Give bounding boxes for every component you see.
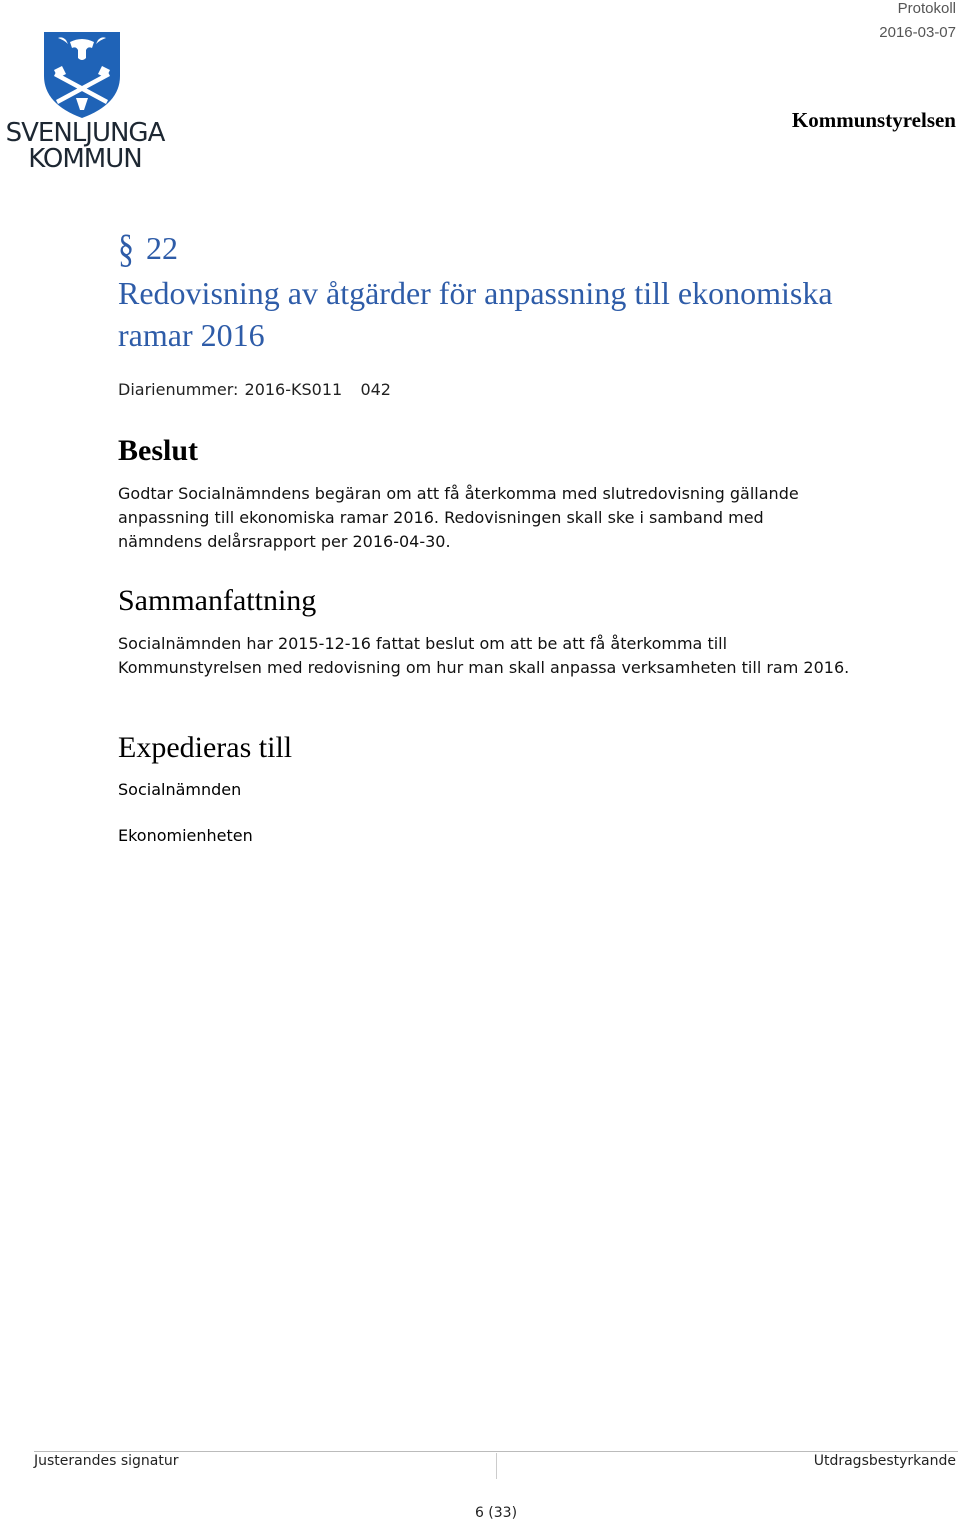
logo-text-line2: KOMMUN: [28, 144, 142, 174]
document-date: 2016-03-07: [879, 24, 956, 41]
justerandes-signatur-label: Justerandes signatur: [34, 1453, 179, 1469]
footer-vertical-divider: [496, 1453, 497, 1479]
logo-text-line1: SVENLJUNGA: [5, 118, 165, 148]
heading-expedieras: Expedieras till: [118, 731, 293, 764]
recipient-item: Socialnämnden: [118, 780, 242, 799]
section-sign-icon: §: [118, 225, 134, 271]
paragraph-number-value: 22: [146, 230, 178, 266]
sammanfattning-text: Socialnämnden har 2015-12-16 fattat beslut om att be att få återkomma till Kommunstyrelsen med redovisning om hur man skall anpassa verksamheten till ram 2016.: [118, 634, 850, 677]
footer-divider-line: [34, 1451, 958, 1452]
heading-sammanfattning: Sammanfattning: [118, 584, 317, 617]
paragraph-number: [118, 225, 178, 271]
coat-of-arms-shield-icon: [0, 28, 168, 120]
municipality-logo: [0, 28, 168, 178]
beslut-text: Godtar Socialnämndens begäran om att få återkomma med slutredovisning gällande anpassning till ekonomiska ramar 2016. Redovisningen skall ske i samband med nämndens delårsrapport per 2016-04-30.: [118, 484, 799, 551]
document-type: Protokoll: [897, 0, 956, 17]
utdragsbestyrkande-label: Utdragsbestyrkande: [813, 1453, 956, 1469]
heading-beslut: Beslut: [118, 434, 199, 467]
page-number: 6 (33): [474, 1505, 518, 1521]
diarienummer: Diarienummer: 2016-KS011 042: [118, 380, 391, 399]
recipient-item: Ekonomienheten: [118, 826, 253, 845]
issuing-body: Kommunstyrelsen: [791, 108, 956, 132]
item-title: Redovisning av åtgärder för anpassning till ekonomiska ramar 2016: [118, 275, 833, 353]
